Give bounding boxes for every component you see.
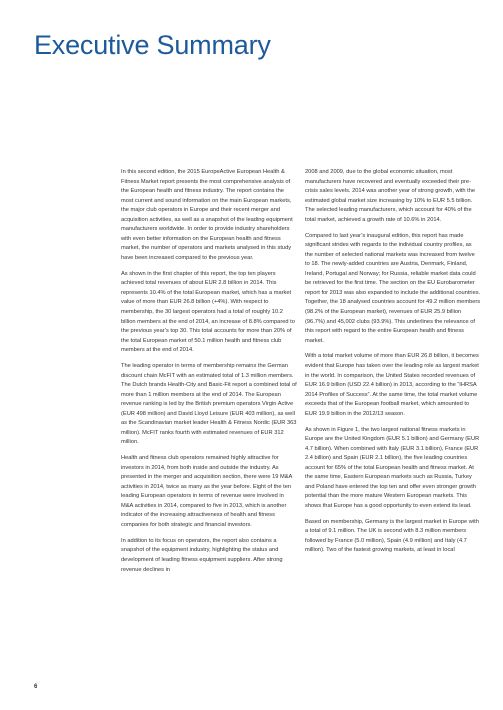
paragraph: With a total market volume of more than EUR 26.8 billion, it becomes evident that Europe has taken over the leading role as largest market in the world. In comparison, the United States recorded revenues of EUR 16.9 billion (USD 22.4 billion) in 2013, according to the “IHRSA 2014 Profiles of Success”. At the same time, the total market volume exceeds that of the European football market, which amounted to EUR 19.9 billion in the 2012/13 season. (305, 353, 479, 417)
paragraph: In addition to its focus on operators, the report also contains a snapshot of the equipment industry, highlighting the status and development of leading fitness equipment suppliers. After strong revenue declines in (121, 537, 283, 573)
paragraph: In this second edition, the 2015 EuropeActive European Health & Fitness Market report presents the most comprehensive analysis of the European health and fitness industry. The report contains the most current and sound information on the main European markets, the major club operators in Europe and their recent merger and acquisition activities, as well as a snapshot of the leading equipment manufacturers worldwide. In order to provide industry shareholders with even better information on the European health and fitness market, the number of operators and markets analysed in this study have been increased compared to the previous year. (121, 169, 293, 261)
paragraph: Compared to last year’s inaugural edition, this report has made significant strides with regards to the individual country profiles, as the number of selected national markets was increased from twelve to 18. The newly-added countries are Austria, Denmark, Finland, Ireland, Portugal and Norway; for Russia, reliable market data could be retrieved for the first time. The section on the EU Eurobarometer report for 2013 was also expanded to include the additional countries. Together, the 18 analysed countries account for 49.2 million members (98.2% of the European market), revenues of EUR 25.9 billion (96.7%) and 45,002 clubs (93.9%). This underlines the relevance of this report with regard to the entire European health and fitness market. (305, 232, 481, 344)
page-title: Executive Summary (34, 30, 271, 60)
paragraph: The leading operator in terms of membership remains the German discount chain McFIT with an estimated total of 1.3 million members. The Dutch brands Health-City and Basic-Fit report a combined total of more than 1 million members at the end of 2014. The European revenue ranking is led by the British premium operators Virgin Active (EUR 498 million) and David Lloyd Leisure (EUR 403 million), as well as the Scandinavian market leader Health & Fitness Nordic (EUR 363 million). McFIT ranks fourth with estimated revenues of EUR 312 million. (121, 362, 297, 446)
paragraph: As shown in Figure 1, the two largest national fitness markets in Europe are the United Kingdom (EUR 5.1 billion) and Germany (EUR 4.7 billion). When combined with Italy (EUR 3.1 billion), France (EUR 2.4 billion) and Spain (EUR 2.1 billion), the five leading countries account for 65% of the total European health and fitness market. At the same time, Eastern European markets such as Russia, Turkey and Poland have entered the top ten and offer even stronger growth potential than the more mature Western European markets. This shows that Europe has a good opportunity to even extend its lead. (305, 426, 480, 509)
paragraph: Based on membership, Germany is the largest market in Europe with a total of 9.1 million. The UK is second with 8.3 million members followed by France (5.0 million), Spain (4.9 million) and Italy (4.7 million). Two of the fastest growing markets, at least in local (305, 518, 479, 554)
right-text-column (305, 168, 481, 562)
paragraph: 2008 and 2009, due to the global economic situation, most manufacturers have recovered and eventually exceeded their pre-crisis sales levels. 2014 was another year of strong growth, with the estimated global market size increasing by 10% to EUR 5.5 billion. The selected leading manufacturers, which account for 40% of the total market, achieved a growth rate of 10.6% in 2014. (305, 169, 476, 223)
page-number: 6 (34, 684, 38, 690)
left-text-column (121, 168, 297, 581)
paragraph: Health and fitness club operators remained highly attractive for investors in 2014, from both inside and outside the industry. As presented in the merger and acquisition section, there were 19 M&A activities in 2014, twice as many as the year before. Eight of the ten leading European operators in terms of revenue were involved in M&A activities in 2014, compared to five in 2013, which is another indicator of the increasing attractiveness of health and fitness companies for both strategic and financial investors. (121, 455, 293, 529)
paragraph: As shown in the first chapter of this report, the top ten players achieved total revenues of about EUR 2.8 billion in 2014. This represents 10.4% of the total European market, which has a market value of more than EUR 26.8 billion (+4%). With respect to membership, the 30 largest operators had a total of roughly 10.2 billion members at the end of 2014, an increase of 8.8% compared to the previous year’s top 30. This total accounts for more than 20% of the total European market of 50.1 million health and fitness club members at the end of 2014. (121, 270, 295, 354)
